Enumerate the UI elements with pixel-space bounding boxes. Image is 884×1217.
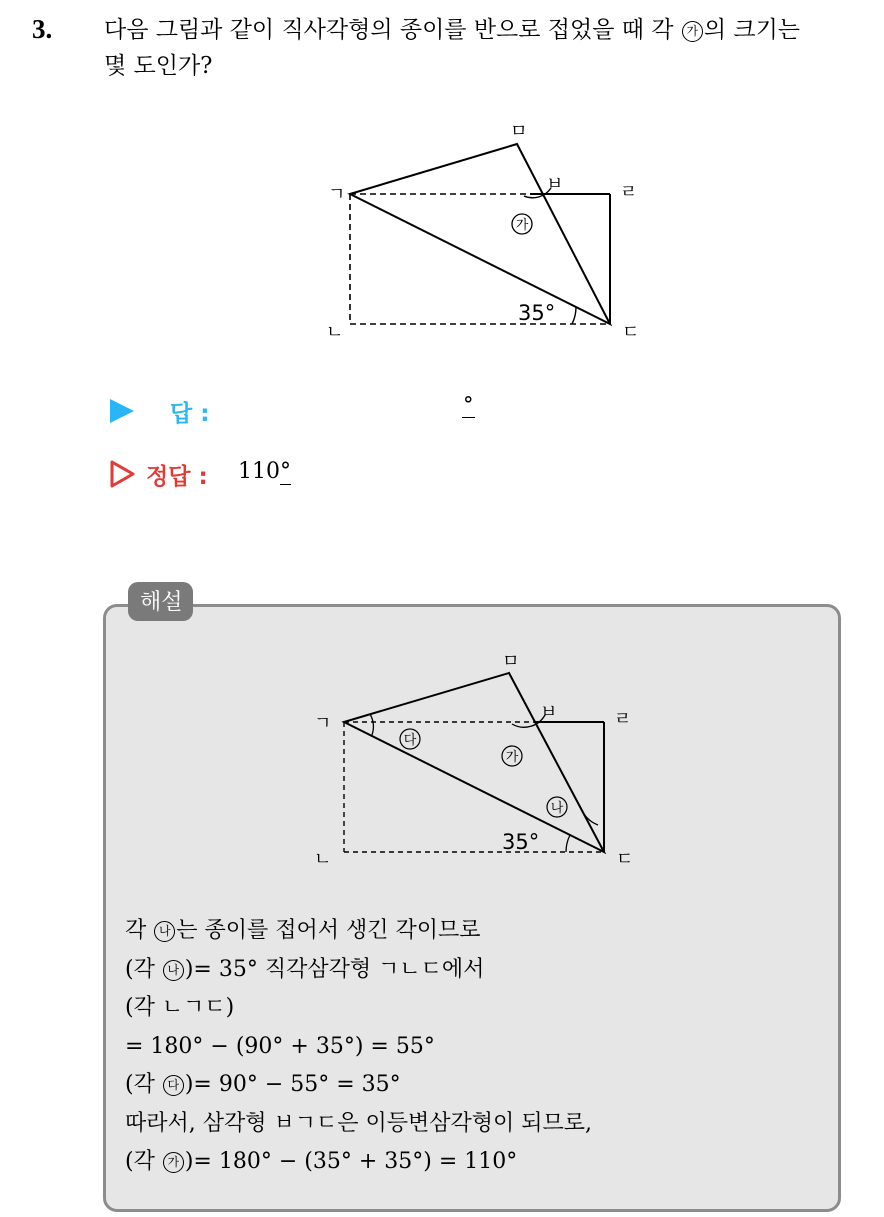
explanation-line-7-pre: (각 — [125, 1149, 155, 1174]
exp-circle-da-text: 다 — [403, 733, 417, 748]
explanation-line-2-pre: (각 — [125, 956, 155, 982]
explanation-line-5-pre: (각 — [125, 1072, 155, 1097]
exp-vertex-label-m: ㅁ — [502, 651, 520, 672]
explanation-line-7-post: )= 180° − (35° + 35°) = 110° — [184, 1149, 518, 1174]
circle-ga-symbol: 가 — [163, 1152, 184, 1173]
explanation-line-1-pre: 각 — [125, 918, 147, 943]
explanation-line-1 — [125, 912, 825, 951]
circle-na-symbol: 나 — [154, 921, 175, 942]
answer-blank[interactable] — [462, 393, 475, 417]
vertex-label-n: ㄴ — [326, 322, 344, 343]
angle-35-arc — [572, 307, 576, 324]
explanation-line-3: (각 ㄴㄱㄷ) — [125, 995, 235, 1020]
question-line-1 — [104, 12, 874, 48]
exp-circle-ga-text: 가 — [505, 750, 519, 765]
exp-angle-35-arc — [566, 835, 570, 852]
correct-answer-unit: ° — [280, 459, 291, 484]
exp-vertex-label-n: ㄴ — [314, 849, 332, 870]
vertex-label-b: ㅂ — [546, 174, 564, 195]
vertex-label-m: ㅁ — [510, 121, 528, 142]
circle-ga-symbol: 가 — [682, 21, 703, 42]
correct-answer-label: 정답 : — [146, 464, 208, 490]
exp-vertex-label-d: ㄷ — [616, 849, 634, 870]
question-line-2: 몇 도인가? — [104, 53, 213, 79]
vertex-label-d: ㄷ — [622, 322, 640, 343]
circle-ga-text: 가 — [515, 218, 529, 233]
answer-label: 답 : — [170, 401, 210, 427]
exp-vertex-label-r: ㄹ — [614, 709, 632, 730]
explanation-line-2-post: )= 35° 직각삼각형 ㄱㄴㄷ에서 — [184, 956, 485, 982]
answer-row — [110, 393, 510, 429]
correct-answer-number: 110 — [238, 459, 280, 484]
exp-vertex-label-g: ㄱ — [314, 713, 332, 734]
folded-triangle — [350, 144, 610, 324]
exp-vertex-label-b: ㅂ — [540, 702, 558, 723]
circle-da-symbol: 다 — [163, 1075, 184, 1096]
play-arrow-icon — [110, 399, 134, 423]
correct-answer-value — [238, 459, 291, 484]
exp-folded-triangle — [344, 673, 604, 852]
hollow-arrow-icon — [110, 460, 136, 488]
explanation-line-5 — [125, 1066, 825, 1105]
folded-rectangle-figure — [310, 110, 650, 350]
explanation-line-6: 따라서, 삼각형 ㅂㄱㄷ은 이등변삼각형이 되므로, — [125, 1110, 593, 1136]
question-line-1-end: 의 크기는 — [703, 17, 801, 43]
exp-circle-na-text: 나 — [550, 801, 564, 816]
explanation-line-7 — [125, 1143, 825, 1182]
question-line-1-text: 다음 그림과 같이 직사각형의 종이를 반으로 접었을 때 각 — [104, 17, 674, 43]
explanation-line-5-post: )= 90° − 55° = 35° — [184, 1072, 401, 1097]
vertex-label-g: ㄱ — [328, 184, 346, 205]
question-number: 3. — [32, 14, 53, 44]
angle-35-label: 35° — [518, 301, 556, 325]
explanation-text — [125, 912, 825, 1182]
answer-unit: ° — [463, 393, 474, 417]
explanation-tag: 해설 — [128, 582, 193, 621]
correct-answer-row — [110, 456, 510, 492]
circle-na-symbol: 나 — [163, 960, 184, 981]
explanation-line-2 — [125, 951, 825, 990]
question-text — [104, 12, 874, 84]
explanation-line-1-post: 는 종이를 접어서 생긴 각이므로 — [176, 918, 481, 943]
exp-angle-da-arc — [370, 714, 373, 735]
explanation-figure — [302, 645, 647, 870]
exp-angle-35-label: 35° — [502, 830, 540, 854]
vertex-label-r: ㄹ — [620, 182, 638, 203]
explanation-line-4: = 180° − (90° + 35°) = 55° — [125, 1033, 435, 1059]
